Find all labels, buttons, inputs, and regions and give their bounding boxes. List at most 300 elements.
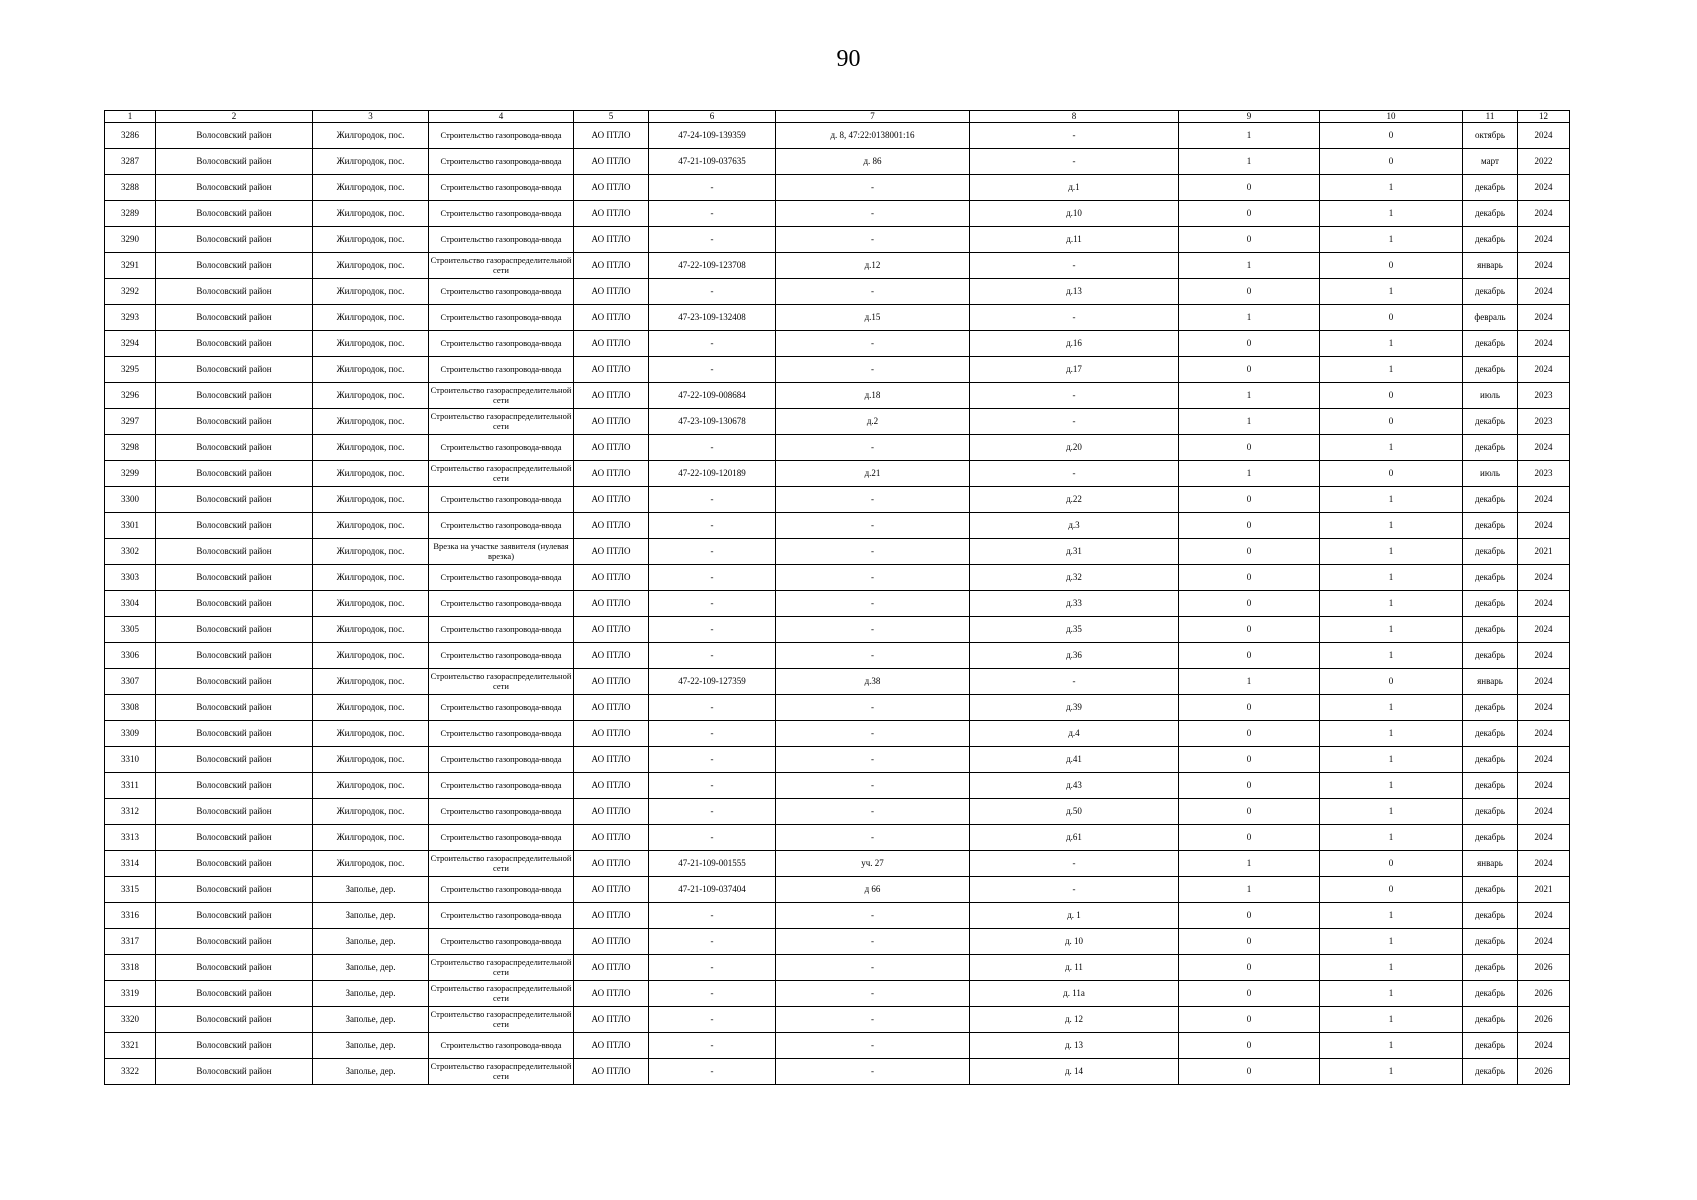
month-cell: декабрь bbox=[1463, 487, 1518, 513]
settlement-cell: Жилгородок, пос. bbox=[313, 175, 429, 201]
count-b-cell: 1 bbox=[1320, 539, 1463, 565]
row-number-cell: 3317 bbox=[105, 929, 156, 955]
house-cell: д.35 bbox=[970, 617, 1179, 643]
month-cell: декабрь bbox=[1463, 409, 1518, 435]
address-cell: - bbox=[776, 201, 970, 227]
month-cell: декабрь bbox=[1463, 565, 1518, 591]
house-cell: д.13 bbox=[970, 279, 1179, 305]
count-a-cell: 1 bbox=[1179, 877, 1320, 903]
month-cell: декабрь bbox=[1463, 591, 1518, 617]
table-row bbox=[105, 279, 1570, 305]
cadastral-number-cell: 47-22-109-008684 bbox=[649, 383, 776, 409]
house-cell: д.50 bbox=[970, 799, 1179, 825]
table-row bbox=[105, 383, 1570, 409]
count-b-cell: 1 bbox=[1320, 1033, 1463, 1059]
district-cell: Волосовский район bbox=[156, 383, 313, 409]
cadastral-number-cell: - bbox=[649, 565, 776, 591]
settlement-cell: Заполье, дер. bbox=[313, 1007, 429, 1033]
row-number-cell: 3305 bbox=[105, 617, 156, 643]
count-b-cell: 1 bbox=[1320, 825, 1463, 851]
organization-cell: АО ПТЛО bbox=[574, 357, 649, 383]
address-cell: д.38 bbox=[776, 669, 970, 695]
count-a-cell: 0 bbox=[1179, 1059, 1320, 1085]
organization-cell: АО ПТЛО bbox=[574, 799, 649, 825]
table-row bbox=[105, 539, 1570, 565]
count-b-cell: 0 bbox=[1320, 669, 1463, 695]
work-type-cell: Строительство газопровода-ввода bbox=[429, 331, 574, 357]
table-row bbox=[105, 175, 1570, 201]
count-b-cell: 1 bbox=[1320, 695, 1463, 721]
district-cell: Волосовский район bbox=[156, 1059, 313, 1085]
house-cell: д. 12 bbox=[970, 1007, 1179, 1033]
count-a-cell: 1 bbox=[1179, 253, 1320, 279]
table-row bbox=[105, 513, 1570, 539]
settlement-cell: Жилгородок, пос. bbox=[313, 201, 429, 227]
work-type-cell: Строительство газопровода-ввода bbox=[429, 123, 574, 149]
cadastral-number-cell: - bbox=[649, 825, 776, 851]
row-number-cell: 3316 bbox=[105, 903, 156, 929]
house-cell: д.17 bbox=[970, 357, 1179, 383]
row-number-cell: 3304 bbox=[105, 591, 156, 617]
district-cell: Волосовский район bbox=[156, 149, 313, 175]
month-cell: декабрь bbox=[1463, 747, 1518, 773]
work-type-cell: Строительство газораспределительной сети bbox=[429, 669, 574, 695]
row-number-cell: 3310 bbox=[105, 747, 156, 773]
year-cell: 2024 bbox=[1518, 305, 1570, 331]
organization-cell: АО ПТЛО bbox=[574, 877, 649, 903]
year-cell: 2024 bbox=[1518, 1033, 1570, 1059]
table-row bbox=[105, 305, 1570, 331]
district-cell: Волосовский район bbox=[156, 799, 313, 825]
month-cell: декабрь bbox=[1463, 877, 1518, 903]
month-cell: декабрь bbox=[1463, 331, 1518, 357]
work-type-cell: Строительство газопровода-ввода bbox=[429, 565, 574, 591]
district-cell: Волосовский район bbox=[156, 851, 313, 877]
cadastral-number-cell: 47-24-109-139359 bbox=[649, 123, 776, 149]
address-cell: д. 8, 47:22:0138001:16 bbox=[776, 123, 970, 149]
organization-cell: АО ПТЛО bbox=[574, 825, 649, 851]
table-row bbox=[105, 591, 1570, 617]
work-type-cell: Строительство газораспределительной сети bbox=[429, 955, 574, 981]
settlement-cell: Жилгородок, пос. bbox=[313, 643, 429, 669]
table-body bbox=[105, 123, 1570, 1085]
address-cell: д.15 bbox=[776, 305, 970, 331]
count-a-cell: 0 bbox=[1179, 227, 1320, 253]
organization-cell: АО ПТЛО bbox=[574, 617, 649, 643]
column-number: 3 bbox=[313, 111, 429, 123]
row-number-cell: 3312 bbox=[105, 799, 156, 825]
count-a-cell: 1 bbox=[1179, 149, 1320, 175]
settlement-cell: Жилгородок, пос. bbox=[313, 565, 429, 591]
count-b-cell: 0 bbox=[1320, 305, 1463, 331]
address-cell: д. 86 bbox=[776, 149, 970, 175]
year-cell: 2024 bbox=[1518, 279, 1570, 305]
cadastral-number-cell: - bbox=[649, 539, 776, 565]
settlement-cell: Заполье, дер. bbox=[313, 929, 429, 955]
settlement-cell: Заполье, дер. bbox=[313, 1059, 429, 1085]
year-cell: 2024 bbox=[1518, 669, 1570, 695]
row-number-cell: 3320 bbox=[105, 1007, 156, 1033]
settlement-cell: Заполье, дер. bbox=[313, 981, 429, 1007]
month-cell: декабрь bbox=[1463, 201, 1518, 227]
work-type-cell: Строительство газораспределительной сети bbox=[429, 409, 574, 435]
district-cell: Волосовский район bbox=[156, 175, 313, 201]
house-cell: д.39 bbox=[970, 695, 1179, 721]
organization-cell: АО ПТЛО bbox=[574, 669, 649, 695]
row-number-cell: 3313 bbox=[105, 825, 156, 851]
table-row bbox=[105, 487, 1570, 513]
address-cell: - bbox=[776, 799, 970, 825]
district-cell: Волосовский район bbox=[156, 357, 313, 383]
address-cell: - bbox=[776, 1007, 970, 1033]
organization-cell: АО ПТЛО bbox=[574, 201, 649, 227]
table-row bbox=[105, 877, 1570, 903]
work-type-cell: Строительство газораспределительной сети bbox=[429, 1059, 574, 1085]
count-b-cell: 0 bbox=[1320, 851, 1463, 877]
month-cell: декабрь bbox=[1463, 513, 1518, 539]
organization-cell: АО ПТЛО bbox=[574, 331, 649, 357]
row-number-cell: 3295 bbox=[105, 357, 156, 383]
count-b-cell: 1 bbox=[1320, 565, 1463, 591]
work-type-cell: Строительство газопровода-ввода bbox=[429, 175, 574, 201]
count-a-cell: 1 bbox=[1179, 305, 1320, 331]
work-type-cell: Строительство газопровода-ввода bbox=[429, 435, 574, 461]
district-cell: Волосовский район bbox=[156, 201, 313, 227]
work-type-cell: Строительство газопровода-ввода bbox=[429, 799, 574, 825]
address-cell: - bbox=[776, 279, 970, 305]
address-cell: - bbox=[776, 721, 970, 747]
row-number-cell: 3303 bbox=[105, 565, 156, 591]
settlement-cell: Жилгородок, пос. bbox=[313, 357, 429, 383]
settlement-cell: Заполье, дер. bbox=[313, 903, 429, 929]
district-cell: Волосовский район bbox=[156, 929, 313, 955]
organization-cell: АО ПТЛО bbox=[574, 487, 649, 513]
table-row bbox=[105, 669, 1570, 695]
address-cell: - bbox=[776, 175, 970, 201]
month-cell: январь bbox=[1463, 669, 1518, 695]
count-b-cell: 1 bbox=[1320, 591, 1463, 617]
cadastral-number-cell: - bbox=[649, 773, 776, 799]
year-cell: 2024 bbox=[1518, 929, 1570, 955]
house-cell: д. 11а bbox=[970, 981, 1179, 1007]
table-row bbox=[105, 799, 1570, 825]
row-number-cell: 3321 bbox=[105, 1033, 156, 1059]
table-row bbox=[105, 747, 1570, 773]
cadastral-number-cell: 47-21-109-037404 bbox=[649, 877, 776, 903]
address-cell: - bbox=[776, 1033, 970, 1059]
count-b-cell: 1 bbox=[1320, 331, 1463, 357]
settlement-cell: Жилгородок, пос. bbox=[313, 695, 429, 721]
settlement-cell: Жилгородок, пос. bbox=[313, 513, 429, 539]
organization-cell: АО ПТЛО bbox=[574, 981, 649, 1007]
column-number: 7 bbox=[776, 111, 970, 123]
settlement-cell: Жилгородок, пос. bbox=[313, 721, 429, 747]
month-cell: декабрь bbox=[1463, 825, 1518, 851]
district-cell: Волосовский район bbox=[156, 565, 313, 591]
count-b-cell: 1 bbox=[1320, 487, 1463, 513]
year-cell: 2024 bbox=[1518, 201, 1570, 227]
work-type-cell: Строительство газопровода-ввода bbox=[429, 279, 574, 305]
year-cell: 2024 bbox=[1518, 357, 1570, 383]
column-number-row bbox=[105, 111, 1570, 123]
count-a-cell: 0 bbox=[1179, 903, 1320, 929]
district-cell: Волосовский район bbox=[156, 721, 313, 747]
cadastral-number-cell: - bbox=[649, 279, 776, 305]
count-a-cell: 0 bbox=[1179, 643, 1320, 669]
table-row bbox=[105, 331, 1570, 357]
organization-cell: АО ПТЛО bbox=[574, 435, 649, 461]
year-cell: 2026 bbox=[1518, 955, 1570, 981]
table-row bbox=[105, 851, 1570, 877]
table-row bbox=[105, 773, 1570, 799]
house-cell: - bbox=[970, 877, 1179, 903]
cadastral-number-cell: - bbox=[649, 591, 776, 617]
month-cell: декабрь bbox=[1463, 1059, 1518, 1085]
row-number-cell: 3315 bbox=[105, 877, 156, 903]
settlement-cell: Жилгородок, пос. bbox=[313, 773, 429, 799]
settlement-cell: Жилгородок, пос. bbox=[313, 825, 429, 851]
organization-cell: АО ПТЛО bbox=[574, 123, 649, 149]
work-type-cell: Строительство газопровода-ввода bbox=[429, 903, 574, 929]
count-a-cell: 0 bbox=[1179, 747, 1320, 773]
cadastral-number-cell: - bbox=[649, 1033, 776, 1059]
cadastral-number-cell: 47-22-109-123708 bbox=[649, 253, 776, 279]
settlement-cell: Заполье, дер. bbox=[313, 1033, 429, 1059]
table-row bbox=[105, 1007, 1570, 1033]
organization-cell: АО ПТЛО bbox=[574, 279, 649, 305]
month-cell: июль bbox=[1463, 461, 1518, 487]
month-cell: декабрь bbox=[1463, 721, 1518, 747]
district-cell: Волосовский район bbox=[156, 981, 313, 1007]
row-number-cell: 3298 bbox=[105, 435, 156, 461]
year-cell: 2024 bbox=[1518, 175, 1570, 201]
year-cell: 2024 bbox=[1518, 903, 1570, 929]
year-cell: 2023 bbox=[1518, 409, 1570, 435]
month-cell: декабрь bbox=[1463, 773, 1518, 799]
month-cell: декабрь bbox=[1463, 539, 1518, 565]
work-type-cell: Строительство газораспределительной сети bbox=[429, 851, 574, 877]
count-a-cell: 0 bbox=[1179, 487, 1320, 513]
year-cell: 2024 bbox=[1518, 799, 1570, 825]
count-a-cell: 0 bbox=[1179, 721, 1320, 747]
month-cell: март bbox=[1463, 149, 1518, 175]
column-number: 8 bbox=[970, 111, 1179, 123]
district-cell: Волосовский район bbox=[156, 227, 313, 253]
district-cell: Волосовский район bbox=[156, 279, 313, 305]
organization-cell: АО ПТЛО bbox=[574, 409, 649, 435]
month-cell: декабрь bbox=[1463, 435, 1518, 461]
count-a-cell: 0 bbox=[1179, 279, 1320, 305]
settlement-cell: Заполье, дер. bbox=[313, 877, 429, 903]
house-cell: - bbox=[970, 305, 1179, 331]
table-row bbox=[105, 903, 1570, 929]
table-row bbox=[105, 955, 1570, 981]
house-cell: д.43 bbox=[970, 773, 1179, 799]
month-cell: декабрь bbox=[1463, 279, 1518, 305]
cadastral-number-cell: - bbox=[649, 1059, 776, 1085]
organization-cell: АО ПТЛО bbox=[574, 1007, 649, 1033]
count-b-cell: 1 bbox=[1320, 643, 1463, 669]
year-cell: 2024 bbox=[1518, 435, 1570, 461]
district-cell: Волосовский район bbox=[156, 747, 313, 773]
cadastral-number-cell: - bbox=[649, 929, 776, 955]
settlement-cell: Жилгородок, пос. bbox=[313, 305, 429, 331]
row-number-cell: 3314 bbox=[105, 851, 156, 877]
table-row bbox=[105, 643, 1570, 669]
count-a-cell: 0 bbox=[1179, 929, 1320, 955]
table-row bbox=[105, 929, 1570, 955]
address-cell: - bbox=[776, 539, 970, 565]
house-cell: д.16 bbox=[970, 331, 1179, 357]
settlement-cell: Жилгородок, пос. bbox=[313, 149, 429, 175]
house-cell: д.36 bbox=[970, 643, 1179, 669]
year-cell: 2023 bbox=[1518, 383, 1570, 409]
settlement-cell: Жилгородок, пос. bbox=[313, 539, 429, 565]
table-row bbox=[105, 357, 1570, 383]
year-cell: 2021 bbox=[1518, 877, 1570, 903]
address-cell: д.18 bbox=[776, 383, 970, 409]
house-cell: - bbox=[970, 383, 1179, 409]
year-cell: 2024 bbox=[1518, 565, 1570, 591]
year-cell: 2024 bbox=[1518, 227, 1570, 253]
work-type-cell: Строительство газораспределительной сети bbox=[429, 383, 574, 409]
year-cell: 2024 bbox=[1518, 825, 1570, 851]
settlement-cell: Жилгородок, пос. bbox=[313, 383, 429, 409]
table-row bbox=[105, 409, 1570, 435]
house-cell: - bbox=[970, 851, 1179, 877]
address-cell: - bbox=[776, 643, 970, 669]
row-number-cell: 3318 bbox=[105, 955, 156, 981]
cadastral-number-cell: - bbox=[649, 487, 776, 513]
count-b-cell: 1 bbox=[1320, 955, 1463, 981]
work-type-cell: Строительство газопровода-ввода bbox=[429, 747, 574, 773]
house-cell: д. 1 bbox=[970, 903, 1179, 929]
address-cell: - bbox=[776, 981, 970, 1007]
year-cell: 2024 bbox=[1518, 591, 1570, 617]
address-cell: - bbox=[776, 565, 970, 591]
organization-cell: АО ПТЛО bbox=[574, 1033, 649, 1059]
row-number-cell: 3299 bbox=[105, 461, 156, 487]
table-row bbox=[105, 721, 1570, 747]
year-cell: 2024 bbox=[1518, 513, 1570, 539]
table-row bbox=[105, 1059, 1570, 1085]
count-b-cell: 0 bbox=[1320, 253, 1463, 279]
house-cell: д. 13 bbox=[970, 1033, 1179, 1059]
year-cell: 2026 bbox=[1518, 981, 1570, 1007]
count-b-cell: 1 bbox=[1320, 773, 1463, 799]
organization-cell: АО ПТЛО bbox=[574, 513, 649, 539]
month-cell: октябрь bbox=[1463, 123, 1518, 149]
cadastral-number-cell: - bbox=[649, 227, 776, 253]
settlement-cell: Жилгородок, пос. bbox=[313, 487, 429, 513]
table-row bbox=[105, 227, 1570, 253]
address-cell: - bbox=[776, 747, 970, 773]
organization-cell: АО ПТЛО bbox=[574, 903, 649, 929]
work-type-cell: Строительство газораспределительной сети bbox=[429, 253, 574, 279]
count-b-cell: 0 bbox=[1320, 877, 1463, 903]
house-cell: д. 11 bbox=[970, 955, 1179, 981]
address-cell: - bbox=[776, 435, 970, 461]
work-type-cell: Строительство газопровода-ввода bbox=[429, 929, 574, 955]
count-b-cell: 1 bbox=[1320, 175, 1463, 201]
column-number: 1 bbox=[105, 111, 156, 123]
district-cell: Волосовский район bbox=[156, 513, 313, 539]
row-number-cell: 3286 bbox=[105, 123, 156, 149]
row-number-cell: 3296 bbox=[105, 383, 156, 409]
district-cell: Волосовский район bbox=[156, 409, 313, 435]
work-type-cell: Строительство газопровода-ввода bbox=[429, 877, 574, 903]
cadastral-number-cell: 47-21-109-001555 bbox=[649, 851, 776, 877]
district-cell: Волосовский район bbox=[156, 695, 313, 721]
column-number: 4 bbox=[429, 111, 574, 123]
cadastral-number-cell: - bbox=[649, 435, 776, 461]
house-cell: д.61 bbox=[970, 825, 1179, 851]
row-number-cell: 3300 bbox=[105, 487, 156, 513]
count-a-cell: 1 bbox=[1179, 123, 1320, 149]
settlement-cell: Жилгородок, пос. bbox=[313, 617, 429, 643]
cadastral-number-cell: - bbox=[649, 357, 776, 383]
row-number-cell: 3294 bbox=[105, 331, 156, 357]
work-type-cell: Строительство газопровода-ввода bbox=[429, 149, 574, 175]
work-type-cell: Строительство газопровода-ввода bbox=[429, 825, 574, 851]
year-cell: 2024 bbox=[1518, 721, 1570, 747]
house-cell: - bbox=[970, 409, 1179, 435]
district-cell: Волосовский район bbox=[156, 539, 313, 565]
organization-cell: АО ПТЛО bbox=[574, 773, 649, 799]
organization-cell: АО ПТЛО bbox=[574, 591, 649, 617]
count-a-cell: 0 bbox=[1179, 357, 1320, 383]
house-cell: д.22 bbox=[970, 487, 1179, 513]
settlement-cell: Жилгородок, пос. bbox=[313, 331, 429, 357]
address-cell: - bbox=[776, 695, 970, 721]
work-type-cell: Строительство газопровода-ввода bbox=[429, 227, 574, 253]
row-number-cell: 3311 bbox=[105, 773, 156, 799]
row-number-cell: 3319 bbox=[105, 981, 156, 1007]
row-number-cell: 3301 bbox=[105, 513, 156, 539]
month-cell: декабрь bbox=[1463, 1007, 1518, 1033]
cadastral-number-cell: - bbox=[649, 747, 776, 773]
count-b-cell: 1 bbox=[1320, 799, 1463, 825]
row-number-cell: 3288 bbox=[105, 175, 156, 201]
district-cell: Волосовский район bbox=[156, 1033, 313, 1059]
count-a-cell: 0 bbox=[1179, 201, 1320, 227]
organization-cell: АО ПТЛО bbox=[574, 539, 649, 565]
house-cell: - bbox=[970, 253, 1179, 279]
column-number: 10 bbox=[1320, 111, 1463, 123]
count-a-cell: 0 bbox=[1179, 513, 1320, 539]
cadastral-number-cell: 47-23-109-132408 bbox=[649, 305, 776, 331]
table-row bbox=[105, 565, 1570, 591]
month-cell: январь bbox=[1463, 253, 1518, 279]
count-a-cell: 0 bbox=[1179, 617, 1320, 643]
row-number-cell: 3306 bbox=[105, 643, 156, 669]
page-number: 90 bbox=[836, 46, 861, 72]
house-cell: - bbox=[970, 669, 1179, 695]
organization-cell: АО ПТЛО bbox=[574, 955, 649, 981]
house-cell: - bbox=[970, 123, 1179, 149]
house-cell: д. 10 bbox=[970, 929, 1179, 955]
count-b-cell: 1 bbox=[1320, 747, 1463, 773]
count-b-cell: 1 bbox=[1320, 929, 1463, 955]
count-b-cell: 1 bbox=[1320, 617, 1463, 643]
count-b-cell: 0 bbox=[1320, 149, 1463, 175]
year-cell: 2024 bbox=[1518, 253, 1570, 279]
district-cell: Волосовский район bbox=[156, 617, 313, 643]
table-row bbox=[105, 149, 1570, 175]
cadastral-number-cell: - bbox=[649, 903, 776, 929]
count-a-cell: 0 bbox=[1179, 435, 1320, 461]
district-cell: Волосовский район bbox=[156, 825, 313, 851]
